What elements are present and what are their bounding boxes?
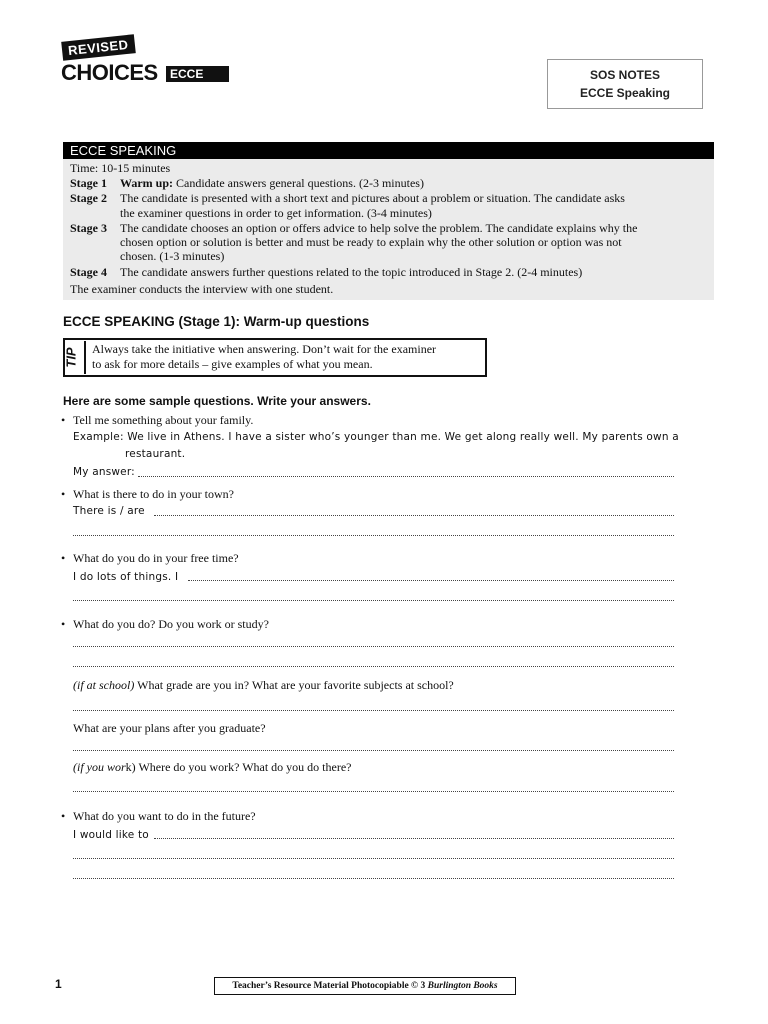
stage3-line3: chosen. (1-3 minutes) — [120, 249, 225, 263]
stage3-label: Stage 3 — [70, 221, 107, 235]
panel-time: Time: 10-15 minutes — [70, 161, 171, 175]
sos-title: SOS NOTES — [589, 68, 660, 82]
answer-line[interactable] — [73, 750, 674, 751]
stage3-line1: The candidate chooses an option or offers advice to help solve the problem. The candidate explains why the — [120, 221, 638, 235]
answer-line[interactable] — [73, 600, 674, 601]
answer-line[interactable] — [73, 666, 674, 667]
question-future: What do you want to do in the future? — [73, 809, 256, 823]
stage4-label: Stage 4 — [70, 265, 107, 279]
bullet: • — [61, 809, 66, 823]
free-time-prompt: I do lots of things. I — [73, 571, 179, 583]
tip-line2: to ask for more details – give examples of what you mean. — [92, 357, 373, 371]
answer-line[interactable] — [73, 646, 674, 647]
answer-line[interactable] — [154, 515, 674, 516]
answer-line[interactable] — [73, 878, 674, 879]
bullet: • — [61, 413, 66, 427]
sos-subtitle: ECCE Speaking — [579, 86, 671, 100]
answer-line[interactable] — [73, 791, 674, 792]
question-job: (if you work) Where do you work? What do you do there? — [73, 760, 352, 774]
question-work-study: What do you do? Do you work or study? — [73, 617, 269, 631]
footer-copyright: Teacher’s Resource Material Photocopiable © 3 Burlington Books — [214, 977, 516, 995]
stage2-line2: the examiner questions in order to get information. (3-4 minutes) — [120, 206, 432, 220]
example-line2: restaurant. — [125, 448, 186, 460]
answer-line[interactable] — [73, 535, 674, 536]
answer-line[interactable] — [73, 710, 674, 711]
instructions: Here are some sample questions. Write your answers. — [63, 394, 371, 408]
stage4-text: The candidate answers further questions related to the topic introduced in Stage 2. (2-4 minutes) — [120, 265, 583, 279]
section-title: ECCE SPEAKING (Stage 1): Warm-up questions — [63, 314, 370, 329]
answer-line[interactable] — [188, 580, 674, 581]
my-answer-label: My answer: — [73, 466, 135, 478]
question-family: Tell me something about your family. — [73, 413, 254, 427]
answer-line[interactable] — [154, 838, 674, 839]
logo-revised: REVISED — [61, 34, 135, 60]
question-free-time: What do you do in your free time? — [73, 551, 239, 565]
example-line1: Example: We live in Athens. I have a sister who’s younger than me. We get along really well. My parents own a — [73, 431, 679, 443]
bullet: • — [61, 617, 66, 631]
stage2-line1: The candidate is presented with a short text and pictures about a problem or situation. The candidate asks — [120, 191, 625, 205]
answer-line[interactable] — [138, 476, 674, 477]
logo-choices: CHOICES — [61, 60, 158, 85]
panel-closing: The examiner conducts the interview with one student. — [70, 282, 334, 296]
question-town: What is there to do in your town? — [73, 487, 234, 501]
bullet: • — [61, 551, 66, 565]
tip-line1: Always take the initiative when answering. Don’t wait for the examiner — [92, 342, 437, 356]
question-plans: What are your plans after you graduate? — [73, 721, 266, 735]
stage1-text: Warm up: Candidate answers general questions. (2-3 minutes) — [120, 176, 424, 190]
tip-label: TIP — [66, 341, 86, 374]
question-school: (if at school) What grade are you in? What are your favorite subjects at school? — [73, 678, 454, 692]
sos-notes-box — [547, 59, 703, 109]
future-prompt: I would like to — [73, 829, 149, 841]
town-prompt: There is / are — [73, 505, 145, 517]
panel-title: ECCE SPEAKING — [63, 142, 714, 159]
bullet: • — [61, 487, 66, 501]
stage3-line2: chosen option or solution is better and must be ready to explain why the other solution or option was not — [120, 235, 622, 249]
stage1-label: Stage 1 — [70, 176, 107, 190]
page-number: 1 — [55, 977, 62, 991]
answer-line[interactable] — [73, 858, 674, 859]
logo-ecce: ECCE — [166, 66, 229, 82]
stage2-label: Stage 2 — [70, 191, 107, 205]
